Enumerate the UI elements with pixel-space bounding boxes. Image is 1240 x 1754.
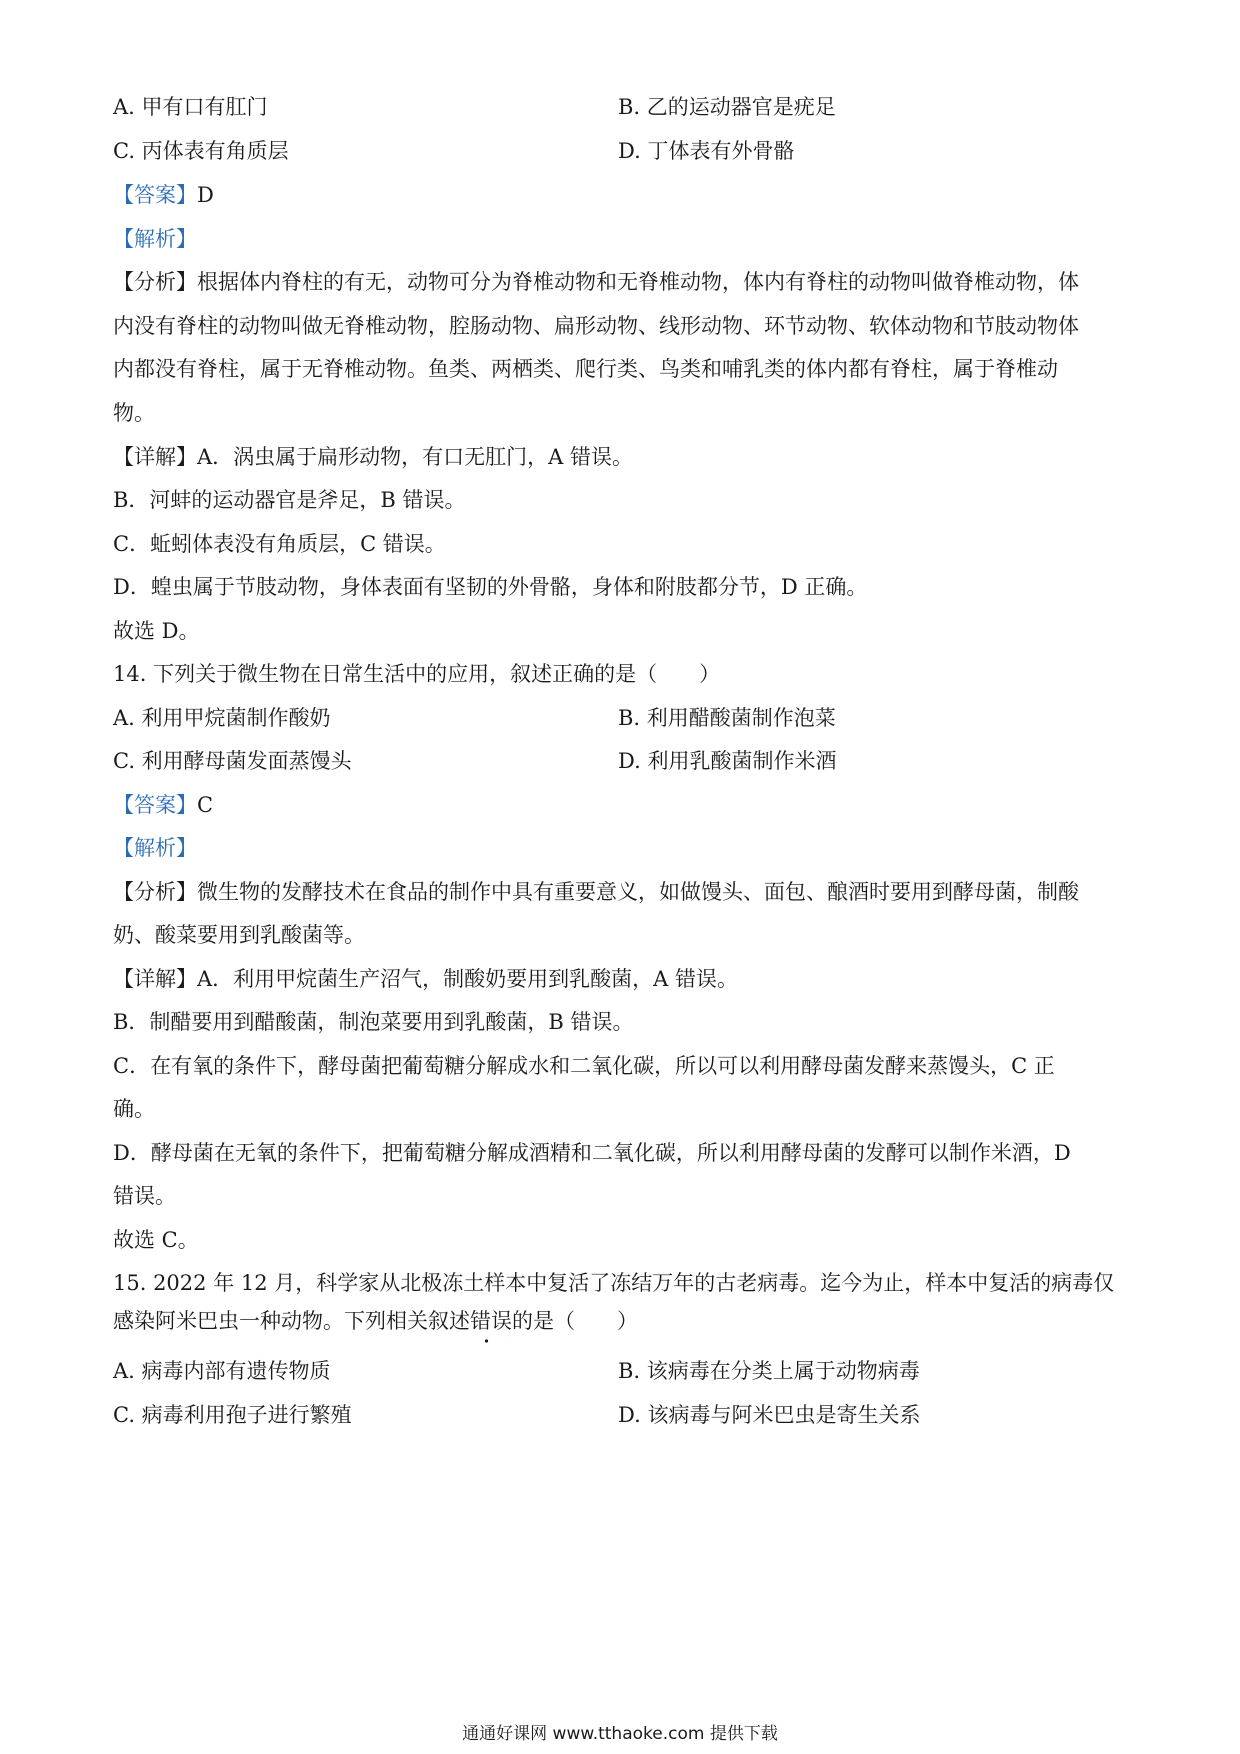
q13-xiangjie-line-1 — [113, 442, 1133, 472]
fenxi-tag: 【分析】 — [113, 270, 197, 294]
q13-options-row-2 — [113, 136, 1133, 166]
q14-xiangjie-line-1 — [113, 964, 1133, 994]
q14-option-b: B. 利用醋酸菌制作泡菜 — [618, 706, 836, 730]
fenxi-text: 微生物的发酵技术在食品的制作中具有重要意义，如做馒头、面包、酿酒时要用到酵母菌，制酸 — [197, 880, 1079, 904]
q13-analysis-heading — [113, 224, 1133, 254]
q15-emphasis-word: 错误 — [470, 1306, 512, 1336]
q13-xiangjie-line-2: B．河蚌的运动器官是斧足，B 错误。 — [113, 488, 466, 512]
fenxi-tag: 【分析】 — [113, 880, 197, 904]
q15-option-a: A. 病毒内部有遗传物质 — [113, 1359, 331, 1383]
q14-xiangjie-line-3: C．在有氧的条件下，酵母菌把葡萄糖分解成水和二氧化碳，所以可以利用酵母菌发酵来蒸馒头，C 正 — [113, 1054, 1055, 1078]
q15-option-b: B. 该病毒在分类上属于动物病毒 — [618, 1359, 920, 1383]
q13-option-d: D. 丁体表有外骨骼 — [618, 139, 795, 163]
answer-tag: 【答案】 — [113, 793, 197, 817]
q14-conclusion: 故选 C。 — [113, 1228, 199, 1252]
analysis-tag: 【解析】 — [113, 227, 197, 251]
xiangjie-tag: 【详解】 — [113, 967, 197, 991]
q14-xiangjie-line-4: 确。 — [113, 1097, 155, 1121]
q13-answer — [113, 180, 1133, 210]
q13-fenxi-line-4: 物。 — [113, 401, 155, 425]
xiangjie-tag: 【详解】 — [113, 445, 197, 469]
q13-option-b: B. 乙的运动器官是疣足 — [618, 95, 836, 119]
q13-fenxi-line-3: 内都没有脊柱，属于无脊椎动物。鱼类、两栖类、爬行类、鸟类和哺乳类的体内都有脊柱，属于脊椎动 — [113, 357, 1058, 381]
q13-options-row-1 — [113, 92, 1133, 122]
q13-option-a: A. 甲有口有肛门 — [113, 95, 268, 119]
q14-xiangjie-line-5: D．酵母菌在无氧的条件下，把葡萄糖分解成酒精和二氧化碳，所以利用酵母菌的发酵可以制作米酒，D — [113, 1141, 1071, 1165]
q14-stem: 14. 下列关于微生物在日常生活中的应用，叙述正确的是（ ） — [113, 662, 721, 686]
q13-xiangjie-line-3: C．蚯蚓体表没有角质层，C 错误。 — [113, 532, 446, 556]
answer-tag: 【答案】 — [113, 183, 197, 207]
q15-stem-post: 的是（ ） — [512, 1309, 638, 1333]
q15-option-c: C. 病毒利用孢子进行繁殖 — [113, 1403, 352, 1427]
q13-xiangjie-line-4: D．蝗虫属于节肢动物，身体表面有坚韧的外骨骼，身体和附肢都分节，D 正确。 — [113, 575, 868, 599]
q15-stem-line-1: 15. 2022 年 12 月，科学家从北极冻土样本中复活了冻结万年的古老病毒。迄今为止，样本中复活的病毒仅 — [113, 1271, 1115, 1295]
q15-options-row-2 — [113, 1400, 1133, 1430]
q13-option-c: C. 丙体表有角质层 — [113, 139, 289, 163]
answer-value: D — [197, 183, 214, 207]
q14-fenxi-line-2: 奶、酸菜要用到乳酸菌等。 — [113, 923, 365, 947]
q14-xiangjie-line-2: B．制醋要用到醋酸菌，制泡菜要用到乳酸菌，B 错误。 — [113, 1010, 634, 1034]
q14-options-row-1 — [113, 703, 1133, 733]
xiangjie-text: A．利用甲烷菌生产沼气，制酸奶要用到乳酸菌，A 错误。 — [197, 967, 739, 991]
q13-conclusion: 故选 D。 — [113, 619, 200, 643]
answer-value: C — [197, 793, 214, 817]
q15-options-row-1 — [113, 1356, 1133, 1386]
fenxi-text: 根据体内脊柱的有无，动物可分为脊椎动物和无脊椎动物，体内有脊柱的动物叫做脊椎动物，体 — [197, 270, 1079, 294]
xiangjie-text: A．涡虫属于扁形动物，有口无肛门，A 错误。 — [197, 445, 634, 469]
q13-fenxi-line-2: 内没有脊柱的动物叫做无脊椎动物，腔肠动物、扁形动物、线形动物、环节动物、软体动物和节肢动物体 — [113, 314, 1079, 338]
q14-fenxi-line-1 — [113, 877, 1133, 907]
q14-analysis-heading — [113, 833, 1133, 863]
q15-stem-line-2 — [113, 1306, 1133, 1336]
q14-options-row-2 — [113, 746, 1133, 776]
q14-option-c: C. 利用酵母菌发面蒸馒头 — [113, 749, 352, 773]
q15-stem-pre: 感染阿米巴虫一种动物。下列相关叙述 — [113, 1309, 470, 1333]
q14-option-a: A. 利用甲烷菌制作酸奶 — [113, 706, 331, 730]
q14-xiangjie-line-6: 错误。 — [113, 1184, 176, 1208]
q15-option-d: D. 该病毒与阿米巴虫是寄生关系 — [618, 1403, 921, 1427]
q14-option-d: D. 利用乳酸菌制作米酒 — [618, 749, 837, 773]
analysis-tag: 【解析】 — [113, 836, 197, 860]
q14-answer — [113, 790, 1133, 820]
page-footer: 通通好课网 www.tthaoke.com 提供下载 — [462, 1724, 778, 1744]
q13-fenxi-line-1 — [113, 267, 1133, 297]
